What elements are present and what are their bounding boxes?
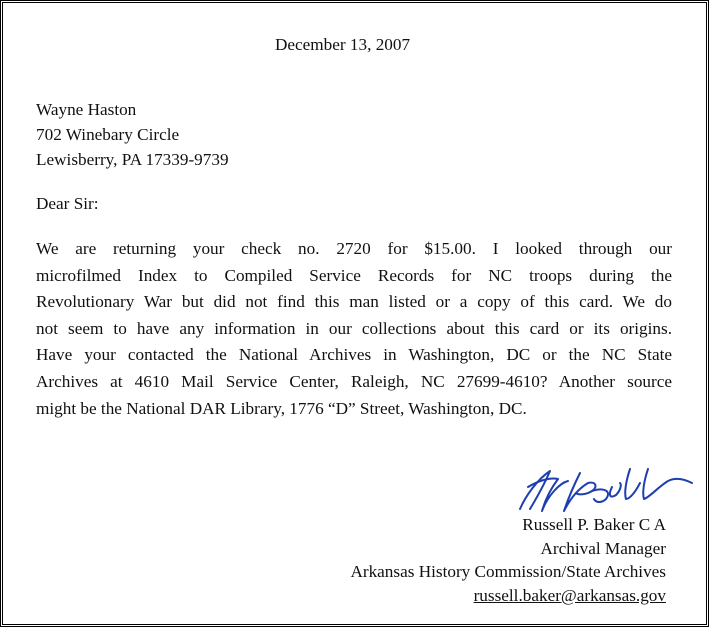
handwritten-signature xyxy=(508,465,698,515)
recipient-street: 702 Winebary Circle xyxy=(36,125,180,144)
signer-name: Russell P. Baker C A xyxy=(522,515,666,534)
signer-title: Archival Manager xyxy=(540,538,666,558)
body-line: might be the National DAR Library, 1776 “D” Street, Washington, DC. xyxy=(36,398,527,418)
recipient-name: Wayne Haston xyxy=(36,100,137,119)
body-line: We are returning your check no. 2720 for $15.00. I looked through our xyxy=(36,239,672,258)
letter-date: December 13, 2007 xyxy=(275,35,411,54)
body-line: Revolutionary War but did not find this man listed or a copy of this card. We do xyxy=(36,292,672,312)
signer-email-link[interactable]: russell.baker@arkansas.gov xyxy=(473,585,666,605)
body-line: microfilmed Index to Compiled Service Records for NC troops during the xyxy=(36,265,672,285)
body-line: Archives at 4610 Mail Service Center, Raleigh, NC 27699-4610? Another source xyxy=(36,371,672,391)
recipient-city: Lewisberry, PA 17339-9739 xyxy=(36,150,229,169)
salutation: Dear Sir: xyxy=(36,194,99,213)
signer-organization: Arkansas History Commission/State Archives xyxy=(350,562,666,581)
signature-block xyxy=(350,513,666,607)
body-line: Have your contacted the National Archives in Washington, DC or the NC State xyxy=(36,345,672,365)
body-line: not seem to have any information in our collections about this card or its origins. xyxy=(36,318,672,338)
letter-body xyxy=(36,236,672,422)
